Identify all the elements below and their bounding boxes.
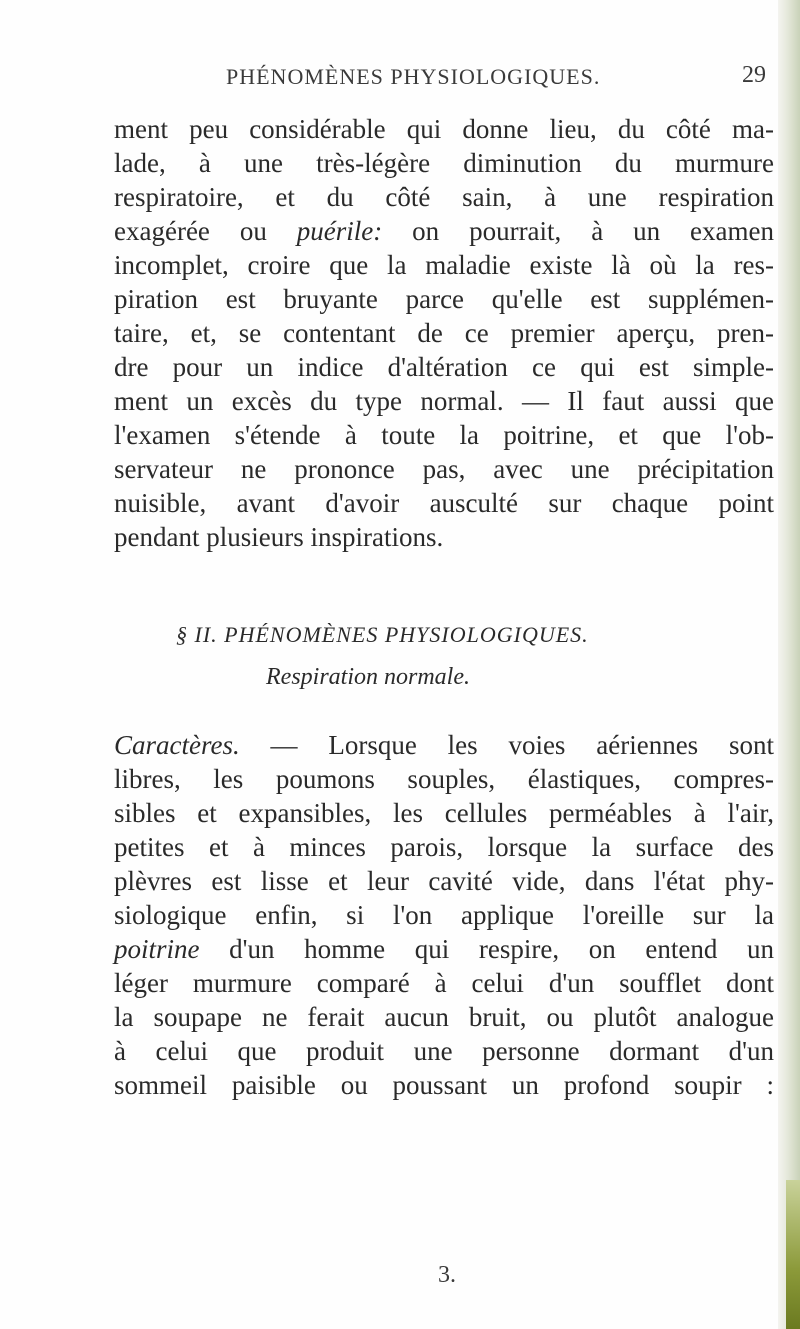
text-segment: d'un homme qui respire, on entend un xyxy=(199,934,774,964)
text-line: pendant plusieurs inspirations. xyxy=(114,522,444,552)
italic-term: puérile: xyxy=(296,216,383,246)
text-line: siologique enfin, si l'on applique l'oreille sur la xyxy=(114,900,774,930)
text-line: l'examen s'étende à toute la poitrine, et que l'ob- xyxy=(114,420,774,450)
text-line: nuisible, avant d'avoir ausculté sur chaque point xyxy=(114,488,774,518)
text-line: piration est bruyante parce qu'elle est supplémen- xyxy=(114,284,774,314)
page-number: 29 xyxy=(742,62,766,88)
paragraph-1 xyxy=(114,112,774,554)
text-line: taire, et, se contentant de ce premier aperçu, pren- xyxy=(114,318,774,348)
lead-term: Caractères. xyxy=(114,730,240,760)
text-segment: on pourrait, à un examen xyxy=(382,216,774,246)
text-line: léger murmure comparé à celui d'un soufflet dont xyxy=(114,968,774,998)
signature-mark: 3. xyxy=(438,1262,456,1288)
section-heading: § II. PHÉNOMÈNES PHYSIOLOGIQUES. xyxy=(176,622,589,647)
running-head: PHÉNOMÈNES PHYSIOLOGIQUES. xyxy=(226,64,601,89)
section-subheading: Respiration normale. xyxy=(266,664,470,690)
text-line: la soupape ne ferait aucun bruit, ou plutôt analogue xyxy=(114,1002,774,1032)
text-segment: exagérée ou xyxy=(114,216,297,246)
text-line: respiratoire, et du côté sain, à une respiration xyxy=(114,182,774,212)
text-line: ment un excès du type normal. — Il faut aussi que xyxy=(114,386,774,416)
text-line: incomplet, croire que la maladie existe là où la res- xyxy=(114,250,774,280)
text-line: sommeil paisible ou poussant un profond soupir : xyxy=(114,1070,774,1100)
page-edge-shadow xyxy=(778,0,800,1329)
text-segment: — Lorsque les voies aériennes sont xyxy=(239,730,774,760)
text-line: ment peu considérable qui donne lieu, du côté ma- xyxy=(114,114,774,144)
text-line: dre pour un indice d'altération ce qui est simple- xyxy=(114,352,774,382)
text-line xyxy=(114,728,774,762)
text-line: lade, à une très-légère diminution du murmure xyxy=(114,148,774,178)
italic-term: poitrine xyxy=(114,934,200,964)
text-line: sibles et expansibles, les cellules perméables à l'air, xyxy=(114,798,774,828)
text-line: plèvres est lisse et leur cavité vide, dans l'état phy- xyxy=(114,866,774,896)
text-line: petites et à minces parois, lorsque la surface des xyxy=(114,832,774,862)
text-line xyxy=(114,932,774,966)
text-line: libres, les poumons souples, élastiques, compres- xyxy=(114,764,774,794)
page-edge-stain xyxy=(786,1180,800,1329)
paragraph-2 xyxy=(114,728,774,1102)
text-line xyxy=(114,214,774,248)
text-line: à celui que produit une personne dormant d'un xyxy=(114,1036,774,1066)
text-line: servateur ne prononce pas, avec une précipitation xyxy=(114,454,774,484)
